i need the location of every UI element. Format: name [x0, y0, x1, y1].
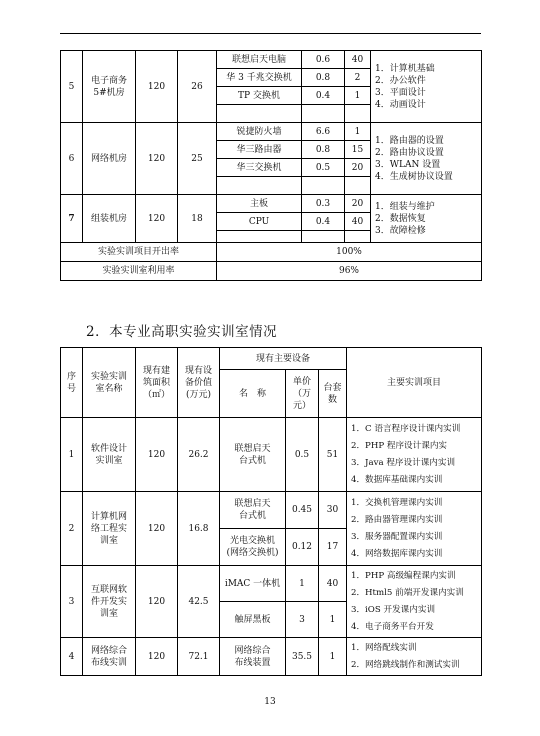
- equipment-price: 0.6: [302, 51, 345, 69]
- room-name: 电子商务 5#机房: [83, 51, 136, 123]
- header-projects: 主要实训项目: [347, 348, 482, 418]
- header-eq-price: 单价 （万 元）: [286, 370, 319, 418]
- equipment-name: 华三路由器: [217, 141, 302, 159]
- lab-table-higher-vocational: [60, 347, 482, 676]
- section-heading: 2．本专业高职实验实训室情况: [86, 324, 278, 340]
- room-projects: 1．PHP 高级编程课内实训 2．Html5 前端开发课内实训 3．iOS 开发课内实训 4．电子商务平台开发: [347, 566, 482, 638]
- room-projects: 1．交换机管理课内实训 2．路由器管理课内实训 3．服务器配置课内实训 4．网络数据库课内实训: [347, 492, 482, 566]
- room-area: 120: [136, 418, 178, 492]
- room-projects: 1．计算机基础 2．办公软件 3．平面设计 4．动画设计: [371, 51, 482, 123]
- table-row: [61, 566, 482, 602]
- summary-label: 实验实训室利用率: [61, 262, 217, 281]
- equipment-price: 0.4: [302, 87, 345, 105]
- equipment-count: 1: [345, 123, 371, 141]
- equipment-name: 光电交换机 (网络交换机): [220, 529, 286, 566]
- equipment-price: 0.45: [286, 492, 319, 529]
- equipment-name: 华三交换机: [217, 159, 302, 177]
- room-area: 120: [136, 51, 178, 123]
- room-value: 25: [178, 123, 217, 195]
- header-no: 序 号: [61, 348, 83, 418]
- equipment-count: 20: [345, 159, 371, 177]
- equipment-price: 0.12: [286, 529, 319, 566]
- header-row: [61, 348, 482, 370]
- equipment-count: 1: [345, 87, 371, 105]
- header-room-name: 实验实训 室名称: [83, 348, 136, 418]
- equipment-name: 触屏黑板: [220, 602, 286, 638]
- room-projects: 1．C 语言程序设计课内实训 2．PHP 程序设计课内实 3．Java 程序设计课内实训 4．数据库基础课内实训: [347, 418, 482, 492]
- room-value: 26: [178, 51, 217, 123]
- equipment-name: 联想启天电脑: [217, 51, 302, 69]
- equipment-price: 0.5: [302, 159, 345, 177]
- room-name: 计算机网 络工程实 训室: [83, 492, 136, 566]
- equipment-name: 联想启天 台式机: [220, 492, 286, 529]
- summary-value: 96%: [217, 262, 482, 281]
- table-row: [61, 638, 482, 676]
- room-value: 16.8: [178, 492, 220, 566]
- room-area: 120: [136, 195, 178, 243]
- room-area: 120: [136, 638, 178, 676]
- equipment-name: 华 3 千兆交换机: [217, 69, 302, 87]
- table-row: [61, 492, 482, 529]
- equipment-name: CPU: [217, 213, 302, 231]
- room-name: 互联网软 件开发实 训室: [83, 566, 136, 638]
- equipment-price: 6.6: [302, 123, 345, 141]
- equipment-count: 40: [319, 566, 347, 602]
- equipment-name: 联想启天 台式机: [220, 418, 286, 492]
- header-eq-count: 台套 数: [319, 370, 347, 418]
- table-row: [61, 418, 482, 492]
- equipment-price: 35.5: [286, 638, 319, 676]
- equipment-count: 40: [345, 213, 371, 231]
- equipment-name: 主板: [217, 195, 302, 213]
- room-no: 5: [61, 51, 83, 123]
- top-rule: [60, 33, 481, 34]
- equipment-name: TP 交换机: [217, 87, 302, 105]
- room-value: 72.1: [178, 638, 220, 676]
- equipment-price: 0.5: [286, 418, 319, 492]
- room-name: 组装机房: [83, 195, 136, 243]
- header-area: 现有建 筑面积 （㎡）: [136, 348, 178, 418]
- equipment-count: 30: [319, 492, 347, 529]
- room-projects: 1．网络配线实训 2．网络跳线制作和测试实训: [347, 638, 482, 676]
- header-eq-name: 名 称: [220, 370, 286, 418]
- equipment-price: 3: [286, 602, 319, 638]
- room-value: 26.2: [178, 418, 220, 492]
- room-value: 18: [178, 195, 217, 243]
- header-value: 现有设 备价值 (万元): [178, 348, 220, 418]
- equipment-count: 51: [319, 418, 347, 492]
- room-projects: 1．路由器的设置 2．路由协议设置 3．WLAN 设置 4．生成树协议设置: [371, 123, 482, 195]
- room-no: 6: [61, 123, 83, 195]
- equipment-name: 锐捷防火墙: [217, 123, 302, 141]
- equipment-count: 40: [345, 51, 371, 69]
- room-no: 4: [61, 638, 83, 676]
- room-name: 网络机房: [83, 123, 136, 195]
- table-row: [61, 123, 482, 141]
- equipment-price: 0.4: [302, 213, 345, 231]
- room-no: 1: [61, 418, 83, 492]
- summary-value: 100%: [217, 243, 482, 262]
- equipment-price: 0.8: [302, 141, 345, 159]
- room-name: 软件设计 实训室: [83, 418, 136, 492]
- equipment-price: 0.8: [302, 69, 345, 87]
- room-area: 120: [136, 492, 178, 566]
- lab-table-continued: [60, 50, 482, 281]
- page-number: 13: [264, 697, 276, 707]
- equipment-count: 2: [345, 69, 371, 87]
- equipment-count: 20: [345, 195, 371, 213]
- equipment-name: 网络综合 布线装置: [220, 638, 286, 676]
- equipment-price: 0.3: [302, 195, 345, 213]
- room-area: 120: [136, 123, 178, 195]
- summary-label: 实验实训项目开出率: [61, 243, 217, 262]
- room-projects: 1．组装与维护 2．数据恢复 3．故障检修: [371, 195, 482, 243]
- table-row: [61, 195, 482, 213]
- room-name: 网络综合 布线实训: [83, 638, 136, 676]
- equipment-name: iMAC 一体机: [220, 566, 286, 602]
- equipment-count: 15: [345, 141, 371, 159]
- header-equipment-group: 现有主要设备: [220, 348, 347, 370]
- summary-row: [61, 243, 482, 262]
- summary-row: [61, 262, 482, 281]
- table-row: [61, 51, 482, 69]
- room-no: 3: [61, 566, 83, 638]
- room-no: 2: [61, 492, 83, 566]
- room-no: 7: [61, 195, 83, 243]
- equipment-count: 1: [319, 638, 347, 676]
- equipment-price: 1: [286, 566, 319, 602]
- room-value: 42.5: [178, 566, 220, 638]
- room-area: 120: [136, 566, 178, 638]
- equipment-count: 1: [319, 602, 347, 638]
- equipment-count: 17: [319, 529, 347, 566]
